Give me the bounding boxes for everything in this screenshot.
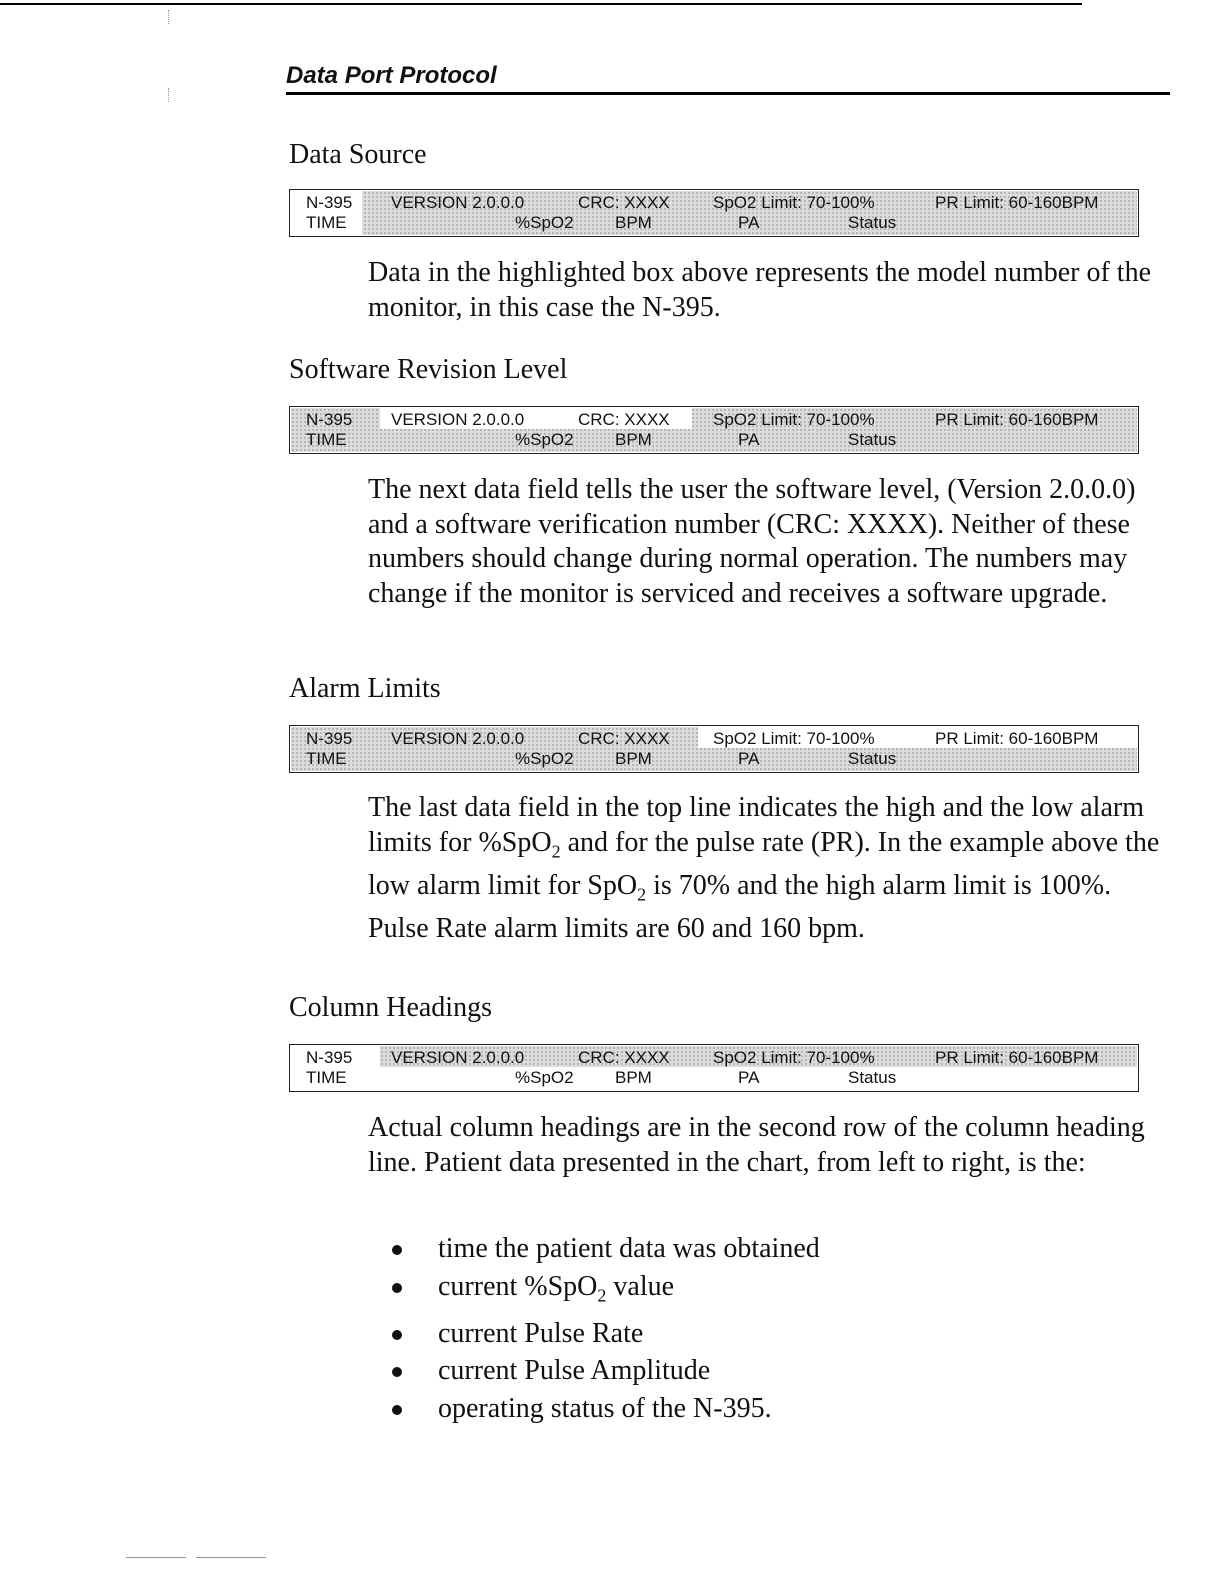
- box-spo2: %SpO2: [515, 430, 574, 449]
- section-title-data-source: Data Source: [289, 139, 427, 170]
- box-version: VERSION 2.0.0.0: [391, 1048, 525, 1067]
- top-rule: [0, 3, 1082, 5]
- box-crc: CRC: XXXX: [578, 193, 670, 212]
- data-port-box-data-source: [289, 189, 1139, 237]
- box-pr-limit: PR Limit: 60-160BPM: [935, 193, 1099, 212]
- box-pr-limit: PR Limit: 60-160BPM: [935, 410, 1099, 429]
- data-port-box-software-revision: [289, 406, 1139, 454]
- box-crc: CRC: XXXX: [578, 729, 670, 748]
- list-item: time the patient data was obtained: [388, 1230, 820, 1268]
- box-spo2: %SpO2: [515, 749, 574, 768]
- box-spo2-limit: SpO2 Limit: 70-100%: [713, 410, 875, 429]
- box-pr-limit: PR Limit: 60-160BPM: [935, 1048, 1099, 1067]
- column-list: [388, 1230, 820, 1427]
- box-spo2: %SpO2: [515, 1068, 574, 1087]
- box-crc: CRC: XXXX: [578, 1048, 670, 1067]
- box-version: VERSION 2.0.0.0: [391, 410, 525, 429]
- box-model: N-395: [306, 193, 353, 212]
- list-item: current Pulse Amplitude: [388, 1352, 820, 1390]
- section-title-software-revision: Software Revision Level: [289, 354, 568, 385]
- bullet-icon: [392, 1405, 402, 1415]
- box-model: N-395: [306, 1048, 353, 1067]
- box-pa: PA: [738, 749, 760, 768]
- list-item: current Pulse Rate: [388, 1315, 820, 1353]
- box-spo2: %SpO2: [515, 213, 574, 232]
- section-title-alarm-limits: Alarm Limits: [289, 673, 441, 704]
- box-spo2-limit: SpO2 Limit: 70-100%: [713, 1048, 875, 1067]
- box-time: TIME: [306, 213, 347, 232]
- section-title-column-headings: Column Headings: [289, 992, 492, 1023]
- box-status: Status: [848, 749, 897, 768]
- page-title: Data Port Protocol: [286, 62, 1170, 95]
- list-item: current %SpO$_2$ value: [388, 1268, 820, 1315]
- margin-tick: [168, 88, 170, 102]
- box-version: VERSION 2.0.0.0: [391, 729, 525, 748]
- bullet-icon: [392, 1367, 402, 1377]
- box-pa: PA: [738, 1068, 760, 1087]
- box-status: Status: [848, 213, 897, 232]
- box-time: TIME: [306, 749, 347, 768]
- paragraph-alarm-limits: The last data field in the top line indicates the high and the low alarm limits for %SpO$_2$ and for the pulse rate (PR). In the example above the low alarm limit for SpO$_2$ is 70% and the high alarm limit is 100%. Pulse Rate alarm limits are 60 and 160 bpm.: [368, 792, 1160, 944]
- box-bpm: BPM: [615, 430, 652, 449]
- box-pa: PA: [738, 213, 760, 232]
- bullet-icon: [392, 1330, 402, 1340]
- box-status: Status: [848, 430, 897, 449]
- box-bpm: BPM: [615, 749, 652, 768]
- bullet-icon: [392, 1283, 402, 1293]
- list-item: operating status of the N-395.: [388, 1390, 820, 1428]
- box-spo2-limit: SpO2 Limit: 70-100%: [713, 193, 875, 212]
- footer-rule: [126, 1557, 186, 1558]
- box-spo2-limit: SpO2 Limit: 70-100%: [713, 729, 875, 748]
- bullet-icon: [392, 1245, 402, 1255]
- paragraph-data-source: Data in the highlighted box above represents the model number of the monitor, in this case the N-395.: [368, 257, 1152, 323]
- box-version: VERSION 2.0.0.0: [391, 193, 525, 212]
- paragraph-column-headings: Actual column headings are in the second row of the column heading line. Patient data presented in the chart, from left to right, is the:: [368, 1112, 1145, 1178]
- box-status: Status: [848, 1068, 897, 1087]
- margin-tick: [168, 10, 170, 24]
- box-pr-limit: PR Limit: 60-160BPM: [935, 729, 1099, 748]
- footer-rule: [196, 1557, 266, 1558]
- paragraph-software-revision: The next data field tells the user the software level, (Version 2.0.0.0) and a software verification number (CRC: XXXX). Neither of these numbers should change during normal operation. The numbers may change if the monitor is serviced and receives a software upgrade.: [368, 474, 1136, 609]
- box-model: N-395: [306, 410, 353, 429]
- box-bpm: BPM: [615, 1068, 652, 1087]
- box-model: N-395: [306, 729, 353, 748]
- box-time: TIME: [306, 1068, 347, 1087]
- box-bpm: BPM: [615, 213, 652, 232]
- box-pa: PA: [738, 430, 760, 449]
- data-port-box-alarm-limits: [289, 725, 1139, 773]
- box-crc: CRC: XXXX: [578, 410, 670, 429]
- box-time: TIME: [306, 430, 347, 449]
- data-port-box-column-headings: [289, 1044, 1139, 1092]
